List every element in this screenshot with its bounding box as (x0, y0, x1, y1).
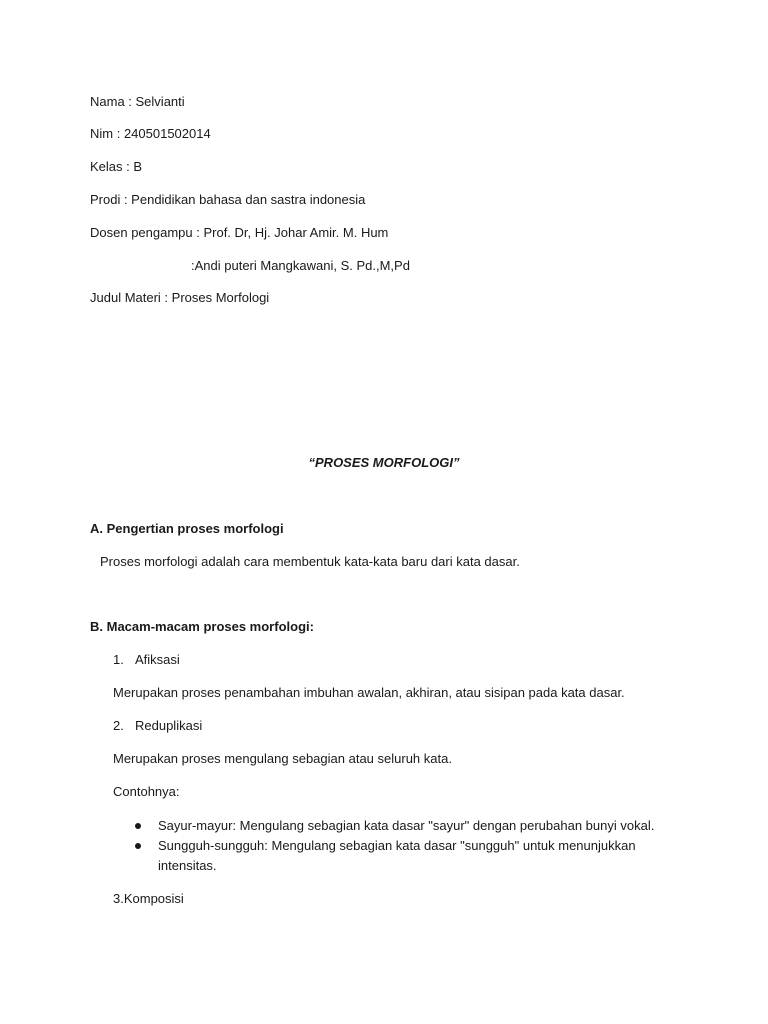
list-item-number: 2. (113, 718, 124, 733)
lecturer-primary: Dosen pengampu : Prof. Dr, Hj. Johar Amir. M. Hum (90, 225, 389, 240)
list-item-komposisi: 3.Komposisi (113, 891, 184, 906)
material-title: Judul Materi : Proses Morfologi (90, 290, 270, 305)
examples-list (135, 816, 655, 876)
example-text: Sungguh-sungguh: Mengulang sebagian kata dasar "sungguh" untuk menunjukkan intensitas. (158, 838, 636, 873)
document-title: “PROSES MORFOLOGI” (308, 455, 460, 470)
example-text: Sayur-mayur: Mengulang sebagian kata dasar "sayur" dengan perubahan bunyi vokal. (158, 818, 655, 833)
student-name: Nama : Selvianti (90, 94, 185, 109)
section-a-body: Proses morfologi adalah cara membentuk kata-kata baru dari kata dasar. (100, 554, 520, 569)
section-a-heading: A. Pengertian proses morfologi (90, 521, 284, 536)
study-program: Prodi : Pendidikan bahasa dan sastra indonesia (90, 192, 366, 207)
list-item-label: Afiksasi (135, 652, 180, 667)
bullet-icon (135, 823, 141, 829)
list-item-label: Reduplikasi (135, 718, 203, 733)
afiksasi-description: Merupakan proses penambahan imbuhan awalan, akhiran, atau sisipan pada kata dasar. (113, 685, 625, 700)
bullet-icon (135, 843, 141, 849)
list-item-number: 1. (113, 652, 124, 667)
reduplikasi-description: Merupakan proses mengulang sebagian atau seluruh kata. (113, 751, 452, 766)
section-b-heading: B. Macam-macam proses morfologi: (90, 619, 314, 634)
list-item (135, 816, 655, 836)
student-nim: Nim : 240501502014 (90, 126, 211, 141)
list-item (135, 836, 655, 876)
examples-label: Contohnya: (113, 784, 180, 799)
lecturer-secondary: :Andi puteri Mangkawani, S. Pd.,M,Pd (191, 258, 410, 273)
student-class: Kelas : B (90, 159, 143, 174)
